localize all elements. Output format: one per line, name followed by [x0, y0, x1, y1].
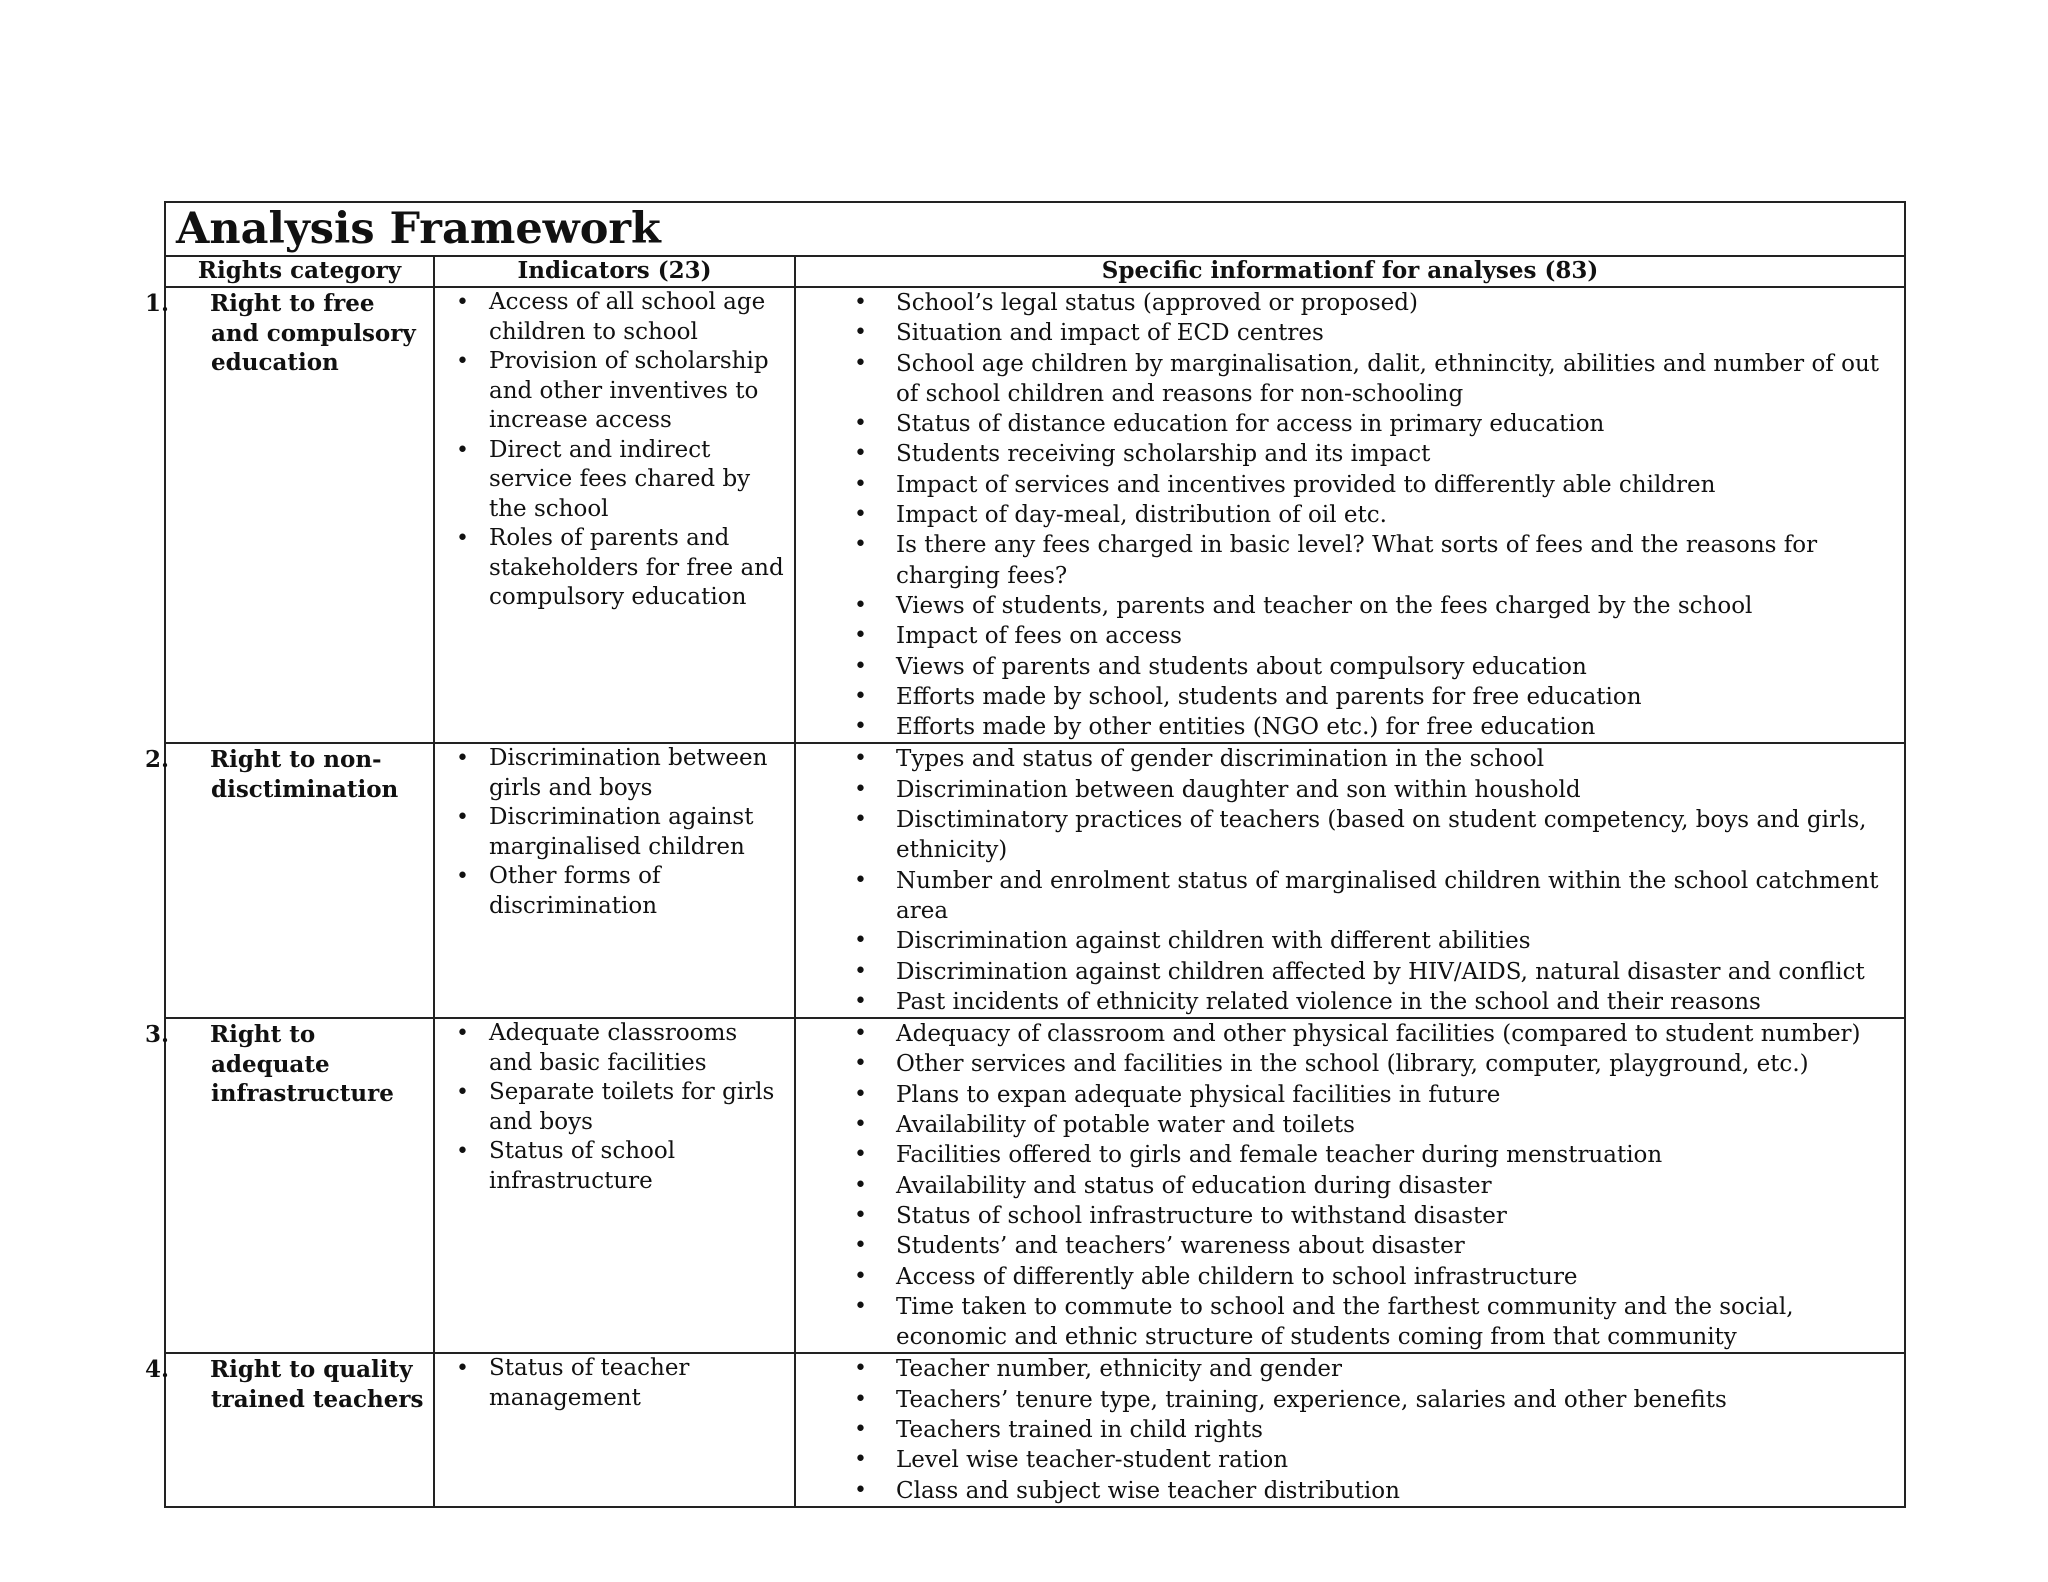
list-item: • Situation and impact of ECD centres [896, 318, 1896, 348]
table-row [166, 1353, 1904, 1505]
list-item: • Other services and facilities in the school (library, computer, playground, etc.) [896, 1049, 1896, 1079]
list-item: • Status of school infrastructure [489, 1137, 786, 1196]
header-rights-category: Rights category [166, 256, 434, 287]
list-item: • Time taken to commute to school and the farthest community and the social, economic and ethnic structure of students coming from that community [896, 1292, 1896, 1353]
specific-info-list [796, 1354, 1904, 1505]
specific-info-list [796, 744, 1904, 1017]
list-item: • Efforts made by school, students and parents for free education [896, 682, 1896, 712]
rights-category-cell [145, 1018, 434, 1353]
rights-category-cell [145, 743, 434, 1018]
rights-category-label: Right to quality trained teachers [210, 1356, 424, 1413]
list-item: • Is there any fees charged in basic level? What sorts of fees and the reasons for charging fees? [896, 530, 1896, 591]
list-item: • Access of differently able childern to school infrastructure [896, 1262, 1896, 1292]
list-item: • Separate toilets for girls and boys [489, 1078, 786, 1137]
specific-info-cell [795, 1018, 1904, 1353]
rights-category-cell [145, 1353, 434, 1505]
list-item: • Access of all school age children to school [489, 288, 786, 347]
framework-grid [145, 203, 1904, 1506]
indicator-list [435, 744, 794, 921]
table-title: Analysis Framework [166, 203, 1904, 256]
rights-category [145, 745, 427, 804]
header-row [166, 256, 1904, 287]
table-row [166, 743, 1904, 1018]
list-item: • Impact of services and incentives provided to differently able children [896, 470, 1896, 500]
list-item: • Facilities offered to girls and female teacher during menstruation [896, 1140, 1896, 1170]
list-item: • School age children by marginalisation, dalit, ethnincity, abilities and number of out of school children and reasons for non-schooling [896, 349, 1896, 410]
list-item: • Adequacy of classroom and other physical facilities (compared to student number) [896, 1019, 1896, 1049]
rights-category-label: Right to non-disctimination [210, 746, 399, 803]
header-indicators: Indicators (23) [434, 256, 795, 287]
list-item: • Status of distance education for access in primary education [896, 409, 1896, 439]
list-item: • Discrimination against marginalised children [489, 803, 786, 862]
list-item: • Students’ and teachers’ wareness about disaster [896, 1231, 1896, 1261]
list-item: • Discrimination between daughter and son within houshold [896, 775, 1896, 805]
list-item: • Impact of fees on access [896, 621, 1896, 651]
list-item: • Availability and status of education during disaster [896, 1171, 1896, 1201]
rights-category [145, 1355, 427, 1414]
rights-category-label: Right to free and compulsory education [210, 290, 416, 376]
indicators-cell [434, 1018, 795, 1353]
list-item: • Other forms of discrimination [489, 862, 786, 921]
list-item: • Discrimination against children with different abilities [896, 926, 1896, 956]
table-row [166, 1018, 1904, 1353]
rights-category [145, 1020, 427, 1109]
rights-category-label: Right to adequate infrastructure [210, 1021, 394, 1108]
indicators-cell [434, 287, 795, 743]
list-item: • Teachers’ tenure type, training, experience, salaries and other benefits [896, 1385, 1896, 1415]
list-item: • School’s legal status (approved or proposed) [896, 288, 1896, 318]
list-item: • Discrimination between girls and boys [489, 744, 786, 803]
indicator-list [435, 288, 794, 613]
list-item: • Class and subject wise teacher distribution [896, 1476, 1896, 1506]
list-item: • Level wise teacher-student ration [896, 1445, 1896, 1475]
specific-info-list [796, 288, 1904, 742]
list-item: • Impact of day-meal, distribution of oil etc. [896, 500, 1896, 530]
list-item: • Types and status of gender discrimination in the school [896, 744, 1896, 774]
rights-category [145, 289, 427, 378]
header-specific-information: Specific informationf for analyses (83) [795, 256, 1904, 287]
list-item: • Direct and indirect service fees chared by the school [489, 436, 786, 525]
row-number: 3. [145, 1021, 170, 1049]
list-item: • Views of parents and students about compulsory education [896, 652, 1896, 682]
list-item: • Status of school infrastructure to withstand disaster [896, 1201, 1896, 1231]
specific-info-cell [795, 287, 1904, 743]
list-item: • Adequate classrooms and basic facilities [489, 1019, 786, 1078]
title-row [166, 203, 1904, 256]
list-item: • Disctiminatory practices of teachers (based on student competency, boys and girls, ethnicity) [896, 805, 1896, 866]
table-row [166, 287, 1904, 743]
list-item: • Roles of parents and stakeholders for free and compulsory education [489, 524, 786, 613]
list-item: • Discrimination against children affected by HIV/AIDS, natural disaster and conflict [896, 957, 1896, 987]
list-item: • Status of teacher management [489, 1354, 786, 1413]
list-item: • Provision of scholarship and other inventives to increase access [489, 347, 786, 436]
indicators-cell [434, 1353, 795, 1505]
row-number: 4. [145, 1356, 170, 1384]
specific-info-cell [795, 1353, 1904, 1505]
list-item: • Teacher number, ethnicity and gender [896, 1354, 1896, 1384]
list-item: • Students receiving scholarship and its impact [896, 439, 1896, 469]
list-item: • Teachers trained in child rights [896, 1415, 1896, 1445]
indicator-list [435, 1019, 794, 1196]
specific-info-cell [795, 743, 1904, 1018]
list-item: • Past incidents of ethnicity related violence in the school and their reasons [896, 987, 1896, 1017]
list-item: • Views of students, parents and teacher on the fees charged by the school [896, 591, 1896, 621]
rights-category-cell [145, 287, 434, 743]
list-item: • Plans to expan adequate physical facilities in future [896, 1080, 1896, 1110]
specific-info-list [796, 1019, 1904, 1352]
list-item: • Number and enrolment status of marginalised children within the school catchment area [896, 866, 1896, 927]
list-item: • Efforts made by other entities (NGO etc.) for free education [896, 712, 1896, 742]
row-number: 2. [145, 746, 170, 774]
indicator-list [435, 1354, 794, 1413]
row-number: 1. [145, 290, 170, 317]
analysis-framework-table [145, 201, 1906, 1508]
indicators-cell [434, 743, 795, 1018]
list-item: • Availability of potable water and toilets [896, 1110, 1896, 1140]
